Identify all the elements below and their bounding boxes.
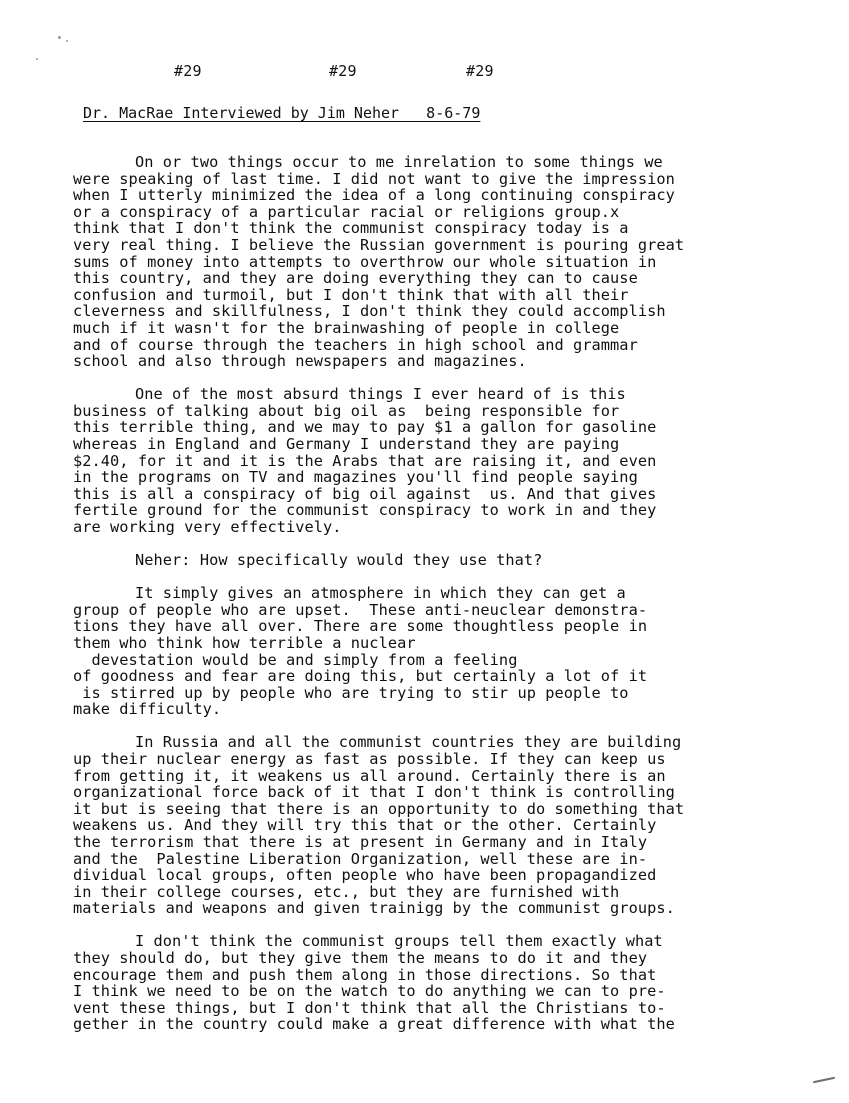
text-line: sums of money into attempts to overthrow our whole situation in	[73, 252, 657, 271]
paragraph-2	[73, 386, 773, 535]
text-line: fertile ground for the communist conspiracy to work in and they	[73, 501, 657, 520]
page-number-left: #29	[174, 62, 202, 80]
interview-header: Dr. MacRae Interviewed by Jim Neher 8-6-79	[83, 104, 481, 122]
text-line: they should do, but they give them the means to do it and they	[73, 949, 648, 968]
paragraph-4	[73, 585, 773, 718]
text-line: or a conspiracy of a particular racial or religions group.x	[73, 202, 620, 221]
text-line: $2.40, for it and it is the Arabs that are raising it, and even	[73, 451, 657, 470]
text-line: cleverness and skillfulness, I don't think they could accomplish	[73, 302, 666, 321]
text-line: On or two things occur to me inrelation to some things we	[135, 153, 663, 171]
document-body	[73, 154, 773, 1050]
text-line: is stirred up by people who are trying to stir up people to	[73, 683, 629, 702]
text-line: and of course through the teachers in high school and grammar	[73, 335, 638, 354]
text-line: gether in the country could make a great difference with what the	[73, 1015, 675, 1034]
page-number-center: #29	[329, 62, 357, 80]
text-line: much if it wasn't for the brainwashing of people in college	[73, 318, 620, 337]
scan-speck	[58, 36, 61, 39]
text-line: confusion and turmoil, but I don't think that with all their	[73, 285, 629, 304]
text-line: when I utterly minimized the idea of a long continuing conspiracy	[73, 186, 675, 205]
text-line: In Russia and all the communist countries they are building	[135, 733, 682, 752]
text-line: weakens us. And they will try this that or the other. Certainly	[73, 816, 657, 835]
text-line: from getting it, it weakens us all around. Certainly there is an	[73, 766, 666, 785]
text-line: this is all a conspiracy of big oil against us. And that gives	[73, 484, 657, 503]
text-line: it but is seeing that there is an opportunity to do something that	[73, 799, 685, 818]
scan-speck	[36, 58, 38, 60]
paragraph-3-question	[73, 552, 773, 569]
text-line: business of talking about big oil as being responsible for	[73, 401, 620, 420]
text-line: in the programs on TV and magazines you'll find people saying	[73, 468, 638, 487]
text-line: the terrorism that there is at present in Germany and in Italy	[73, 832, 648, 851]
scan-speck	[66, 40, 68, 42]
paragraph-5	[73, 734, 773, 917]
text-line: whereas in England and Germany I understand they are paying	[73, 435, 620, 453]
text-line: vent these things, but I don't think that all the Christians to-	[73, 998, 666, 1017]
text-line: dividual local groups, often people who have been propagandized	[73, 866, 657, 885]
text-line: up their nuclear energy as fast as possible. If they can keep us	[73, 750, 666, 768]
text-line: make difficulty.	[73, 700, 222, 719]
text-line: materials and weapons and given trainigg by the communist groups.	[73, 899, 675, 918]
text-line: school and also through newspapers and magazines.	[73, 352, 527, 371]
text-line: I think we need to be on the watch to do anything we can to pre-	[73, 982, 666, 1001]
text-line: organizational force back of it that I don't think is controlling	[73, 783, 675, 802]
text-line: tions they have all over. There are some thoughtless people in	[73, 617, 648, 636]
text-line: think that I don't think the communist conspiracy today is a	[73, 219, 629, 238]
text-line: It simply gives an atmosphere in which they can get a	[135, 584, 626, 603]
text-line: this terrible thing, and we may to pay $1 a gallon for gasoline	[73, 418, 657, 437]
text-line: this country, and they are doing everything they can to cause	[73, 269, 638, 288]
text-line: in their college courses, etc., but they are furnished with	[73, 882, 620, 901]
page-number-right: #29	[466, 62, 494, 80]
text-line: were speaking of last time. I did not want to give the impression	[73, 169, 675, 188]
paragraph-6	[73, 933, 773, 1033]
scan-edge-mark	[813, 1077, 835, 1084]
text-line: and the Palestine Liberation Organization, well these are in-	[73, 849, 648, 868]
text-line: One of the most absurd things I ever heard of is this	[135, 385, 626, 404]
text-line: I don't think the communist groups tell them exactly what	[135, 932, 663, 951]
interviewer-question: Neher: How specifically would they use that?	[135, 551, 543, 570]
text-line: of goodness and fear are doing this, but certainly a lot of it	[73, 667, 648, 686]
paragraph-1	[73, 154, 773, 370]
text-line: devestation would be and simply from a feeling	[73, 650, 518, 669]
text-line: very real thing. I believe the Russian government is pouring great	[73, 235, 685, 254]
text-line: encourage them and push them along in those directions. So that	[73, 965, 657, 984]
text-line: group of people who are upset. These anti-neuclear demonstra-	[73, 600, 648, 619]
text-line: are working very effectively.	[73, 517, 342, 536]
text-line: them who think how terrible a nuclear	[73, 633, 425, 652]
